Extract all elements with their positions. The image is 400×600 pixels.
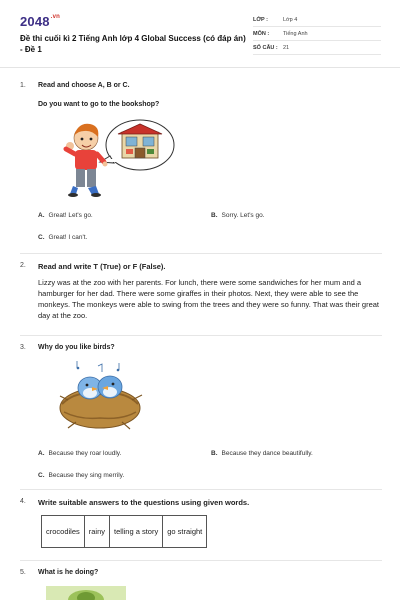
document-title: Đề thi cuối kì 2 Tiếng Anh lớp 4 Global Success (có đáp án) - Đề 1 [20, 34, 246, 54]
section-divider [20, 253, 382, 254]
question-5-number: 5. [20, 569, 26, 576]
option-text: Great! Let's go. [48, 212, 93, 219]
logo-text: 2048 [20, 14, 50, 29]
option-text: Because they roar loudly. [48, 450, 122, 457]
question-3-title: Why do you like birds? [38, 344, 115, 351]
meta-subject-row [253, 28, 381, 41]
option-letter: A. [38, 450, 45, 457]
option-letter: B. [211, 450, 218, 457]
option-text: Because they dance beautifully. [221, 450, 313, 457]
section-divider [20, 489, 382, 490]
meta-grade-label: LỚP : [253, 17, 268, 23]
question-1-prompt: Do you want to go to the bookshop? [38, 101, 160, 108]
question-3-option-b[interactable] [211, 450, 313, 457]
option-text: Because they sing merrily. [48, 472, 125, 479]
meta-count-row [253, 42, 381, 55]
boy-bookshop-illustration [48, 118, 180, 200]
logo-suffix: .vn [50, 14, 61, 20]
question-4-title: Write suitable answers to the questions using given words. [38, 498, 250, 507]
word-bank-cell: go straight [163, 516, 207, 548]
meta-subject-value: Tiếng Anh [283, 31, 308, 37]
option-text: Sorry. Let's go. [221, 212, 265, 219]
question-1-number: 1. [20, 82, 26, 89]
meta-grade-row [253, 14, 381, 27]
word-bank-cell: crocodiles [42, 516, 85, 548]
question-2-passage: Lizzy was at the zoo with her parents. For lunch, there were some sandwiches for her mum and a hamburger for her dad. There were some giraffes in their photos. Next, they were able to see the monkeys. The monkeys were able to swing from the trees and they were so funny. That was their great day at the zoo. [38, 278, 380, 320]
question-1-option-a[interactable] [38, 212, 93, 219]
question-1-option-b[interactable] [211, 212, 265, 219]
meta-count-value: 21 [283, 45, 290, 51]
word-bank-cell: rainy [84, 516, 109, 548]
meta-grade-value: Lớp 4 [283, 17, 298, 23]
question-4-number: 4. [20, 498, 26, 505]
word-bank-table [41, 515, 207, 548]
option-letter: A. [38, 212, 45, 219]
question-5-illustration [46, 586, 126, 600]
question-3-option-a[interactable] [38, 450, 121, 457]
section-divider [20, 560, 382, 561]
option-letter: B. [211, 212, 218, 219]
question-2-number: 2. [20, 262, 26, 269]
option-text: Great! I can't. [48, 234, 88, 241]
question-5-title: What is he doing? [38, 569, 99, 576]
option-letter: C. [38, 472, 45, 479]
question-3-number: 3. [20, 344, 26, 351]
word-bank-cell: telling a story [110, 516, 163, 548]
option-letter: C. [38, 234, 45, 241]
page-header [0, 0, 400, 68]
birds-nest-illustration [56, 360, 144, 432]
question-3-option-c[interactable] [38, 472, 124, 479]
meta-count-label: SỐ CÂU : [253, 45, 278, 51]
site-logo[interactable] [20, 14, 60, 29]
question-1-option-c[interactable] [38, 234, 87, 241]
meta-subject-label: MÔN : [253, 31, 270, 37]
question-2-title: Read and write T (True) or F (False). [38, 262, 166, 271]
section-divider [20, 335, 382, 336]
question-1-title: Read and choose A, B or C. [38, 82, 130, 89]
